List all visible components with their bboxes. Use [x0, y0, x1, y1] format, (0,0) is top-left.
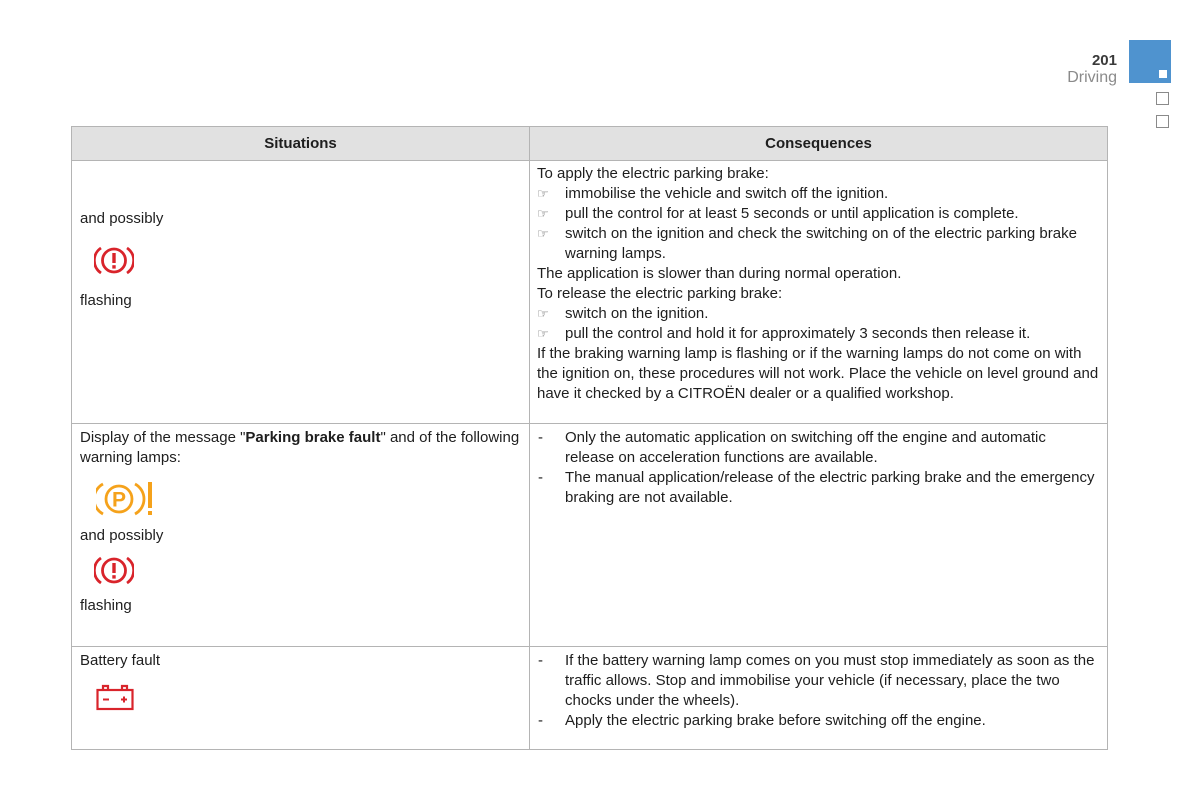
- list-item: ☞ pull the control and hold it for approximately 3 seconds then release it.: [537, 325, 1031, 342]
- pointing-hand-icon: ☞: [537, 186, 549, 201]
- situations-table: [71, 126, 1108, 750]
- list-item: - If the battery warning lamp comes on you must stop immediately as soon as the traffic allows. Stop and immobilise your vehicle (if necessary, place the two chocks under the wheels).: [538, 652, 1095, 709]
- pointing-hand-icon: ☞: [537, 226, 549, 241]
- situation-text: flashing: [80, 292, 132, 309]
- col-header-situations: Situations: [72, 127, 530, 161]
- instruction-text: The application is slower than during normal operation.: [537, 265, 902, 282]
- battery-warning-icon: [96, 684, 522, 712]
- consequence-cell: [530, 161, 1108, 424]
- pointing-hand-icon: ☞: [537, 206, 549, 221]
- chapter-tab-next-2[interactable]: [1156, 115, 1169, 128]
- chapter-tab-next[interactable]: [1156, 92, 1169, 105]
- situation-text: and possibly: [80, 527, 164, 544]
- col-header-consequences: Consequences: [530, 127, 1108, 161]
- tab-marker-icon: [1159, 70, 1167, 78]
- list-item: ☞ immobilise the vehicle and switch off the ignition.: [537, 185, 889, 202]
- consequence-cell: [530, 424, 1108, 647]
- section-title: Driving: [1067, 69, 1117, 86]
- instruction-text: To apply the electric parking brake:: [537, 165, 769, 182]
- consequence-cell: [530, 647, 1108, 750]
- list-item: - The manual application/release of the electric parking brake and the emergency braking are not available.: [538, 469, 1095, 506]
- situation-cell: [72, 647, 530, 750]
- chapter-tab-active[interactable]: [1129, 40, 1171, 83]
- instruction-text: If the braking warning lamp is flashing or if the warning lamps do not come on with the ignition on, these procedures will not work. Place the vehicle on level ground and have it checked by a CITROËN dealer or a qualified workshop.: [537, 345, 1099, 402]
- list-item: - Apply the electric parking brake before switching off the engine.: [538, 712, 986, 729]
- brake-warning-red-icon: [94, 554, 522, 587]
- instruction-text: To release the electric parking brake:: [537, 285, 783, 302]
- table-row: [72, 161, 1108, 424]
- parking-brake-fault-amber-icon: [96, 479, 522, 519]
- situation-text: and possibly: [80, 210, 164, 227]
- svg-text:P: P: [111, 488, 127, 512]
- list-item: - Only the automatic application on switching off the engine and automatic release on acceleration functions are available.: [538, 429, 1046, 466]
- table-row: [72, 424, 1108, 647]
- table-header-row: [72, 127, 1108, 161]
- fault-message: Parking brake fault: [245, 429, 381, 446]
- page-number: 201: [1091, 52, 1117, 69]
- situation-text: Battery fault: [80, 652, 161, 669]
- list-item: ☞ switch on the ignition.: [537, 305, 709, 322]
- situation-text: Display of the message "Parking brake fault" and of the following warning lamps:: [80, 429, 520, 466]
- situation-text: flashing: [80, 597, 132, 614]
- situation-cell: [72, 424, 530, 647]
- list-item: ☞ switch on the ignition and check the switching on of the electric parking brake warning lamps.: [537, 225, 1077, 262]
- list-item: ☞ pull the control for at least 5 seconds or until application is complete.: [537, 205, 1019, 222]
- pointing-hand-icon: ☞: [537, 326, 549, 341]
- situation-cell: [72, 161, 530, 424]
- pointing-hand-icon: ☞: [537, 306, 549, 321]
- table-row: [72, 647, 1108, 750]
- brake-warning-red-icon: [94, 244, 522, 277]
